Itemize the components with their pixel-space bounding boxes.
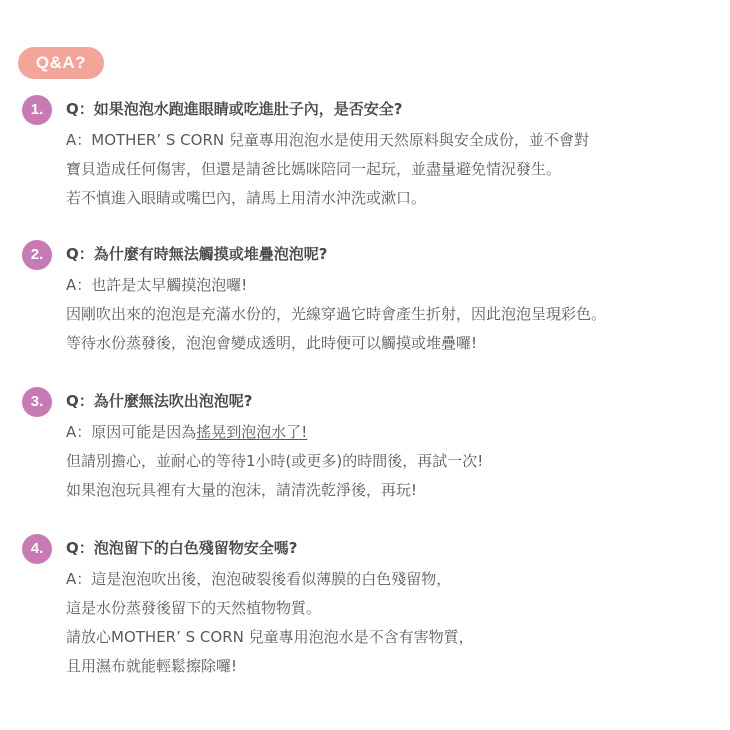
answer-1-line-1: A：MOTHER’ S CORN 兒童專用泡泡水是使用天然原料與安全成份，並不會對 (66, 131, 589, 149)
answer-3-underlined-text: 搖晃到泡泡水了! (196, 423, 308, 441)
question-1: Q：如果泡泡水跑進眼睛或吃進肚子內，是否安全? (66, 100, 403, 118)
question-4: Q：泡泡留下的白色殘留物安全嗎? (66, 539, 298, 557)
qa-item-1 (0, 95, 730, 220)
answer-4-line-3: 請放心MOTHER’ S CORN 兒童專用泡泡水是不含有害物質， (66, 628, 474, 646)
answer-4-line-1: A：這是泡泡吹出後，泡泡破裂後看似薄膜的白色殘留物， (66, 570, 452, 588)
question-2: Q：為什麼有時無法觸摸或堆疊泡泡呢? (66, 245, 328, 263)
answer-2-line-2: 因剛吹出來的泡泡是充滿水份的，光線穿過它時會產生折射，因此泡泡呈現彩色。 (66, 305, 607, 323)
answer-3-line-3: 如果泡泡玩具裡有大量的泡沫，請清洗乾淨後，再玩! (66, 481, 418, 499)
answer-3-line-2: 但請別擔心，並耐心的等待1小時(或更多)的時間後，再試一次! (66, 452, 484, 470)
qa-item-3 (0, 387, 730, 512)
answer-1-line-2: 寶貝造成任何傷害，但還是請爸比媽咪陪同一起玩，並盡量避免情況發生。 (66, 160, 562, 178)
answer-1-line-3: 若不慎進入眼睛或嘴巴內，請馬上用清水沖洗或漱口。 (66, 189, 427, 207)
answer-3-line-1 (66, 421, 307, 442)
answer-4-line-2: 這是水份蒸發後留下的天然植物物質。 (66, 599, 322, 617)
qa-item-2 (0, 240, 730, 365)
number-badge-1: 1. (22, 95, 52, 125)
answer-2-line-1: A：也許是太早觸摸泡泡囉! (66, 276, 248, 294)
answer-2-line-3: 等待水份蒸發後，泡泡會變成透明，此時便可以觸摸或堆疊囉! (66, 334, 478, 352)
answer-4-line-4: 且用濕布就能輕鬆擦除囉! (66, 657, 238, 675)
question-3: Q：為什麼無法吹出泡泡呢? (66, 392, 253, 410)
qa-header-badge: Q&A? (18, 47, 104, 79)
number-badge-3: 3. (22, 387, 52, 417)
qa-item-4 (0, 534, 730, 689)
answer-3-prefix: A：原因可能是因為 (66, 423, 197, 441)
number-badge-2: 2. (22, 240, 52, 270)
number-badge-4: 4. (22, 534, 52, 564)
